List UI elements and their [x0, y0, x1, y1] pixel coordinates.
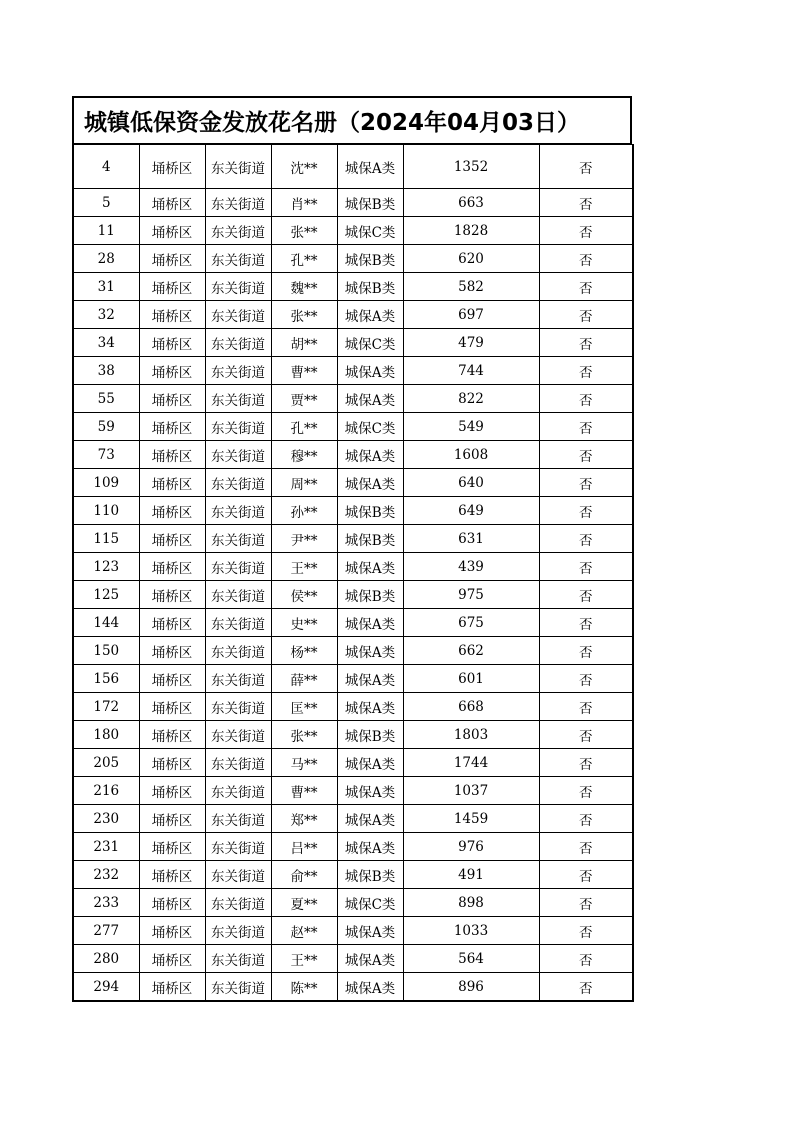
serial-number-cell: 31: [73, 273, 139, 301]
recipient-name-cell: 贾**: [271, 385, 337, 413]
recipient-name-cell: 孙**: [271, 497, 337, 525]
subdistrict-cell: 东关街道: [205, 145, 271, 189]
amount-cell: 1608: [403, 441, 539, 469]
amount-cell: 439: [403, 553, 539, 581]
subdistrict-cell: 东关街道: [205, 637, 271, 665]
serial-number-cell: 280: [73, 945, 139, 973]
category-cell: 城保A类: [337, 609, 403, 637]
category-cell: 城保B类: [337, 721, 403, 749]
district-cell: 埇桥区: [139, 245, 205, 273]
flag-cell: 否: [539, 693, 633, 721]
flag-cell: 否: [539, 749, 633, 777]
flag-cell: 否: [539, 861, 633, 889]
flag-cell: 否: [539, 413, 633, 441]
flag-cell: 否: [539, 637, 633, 665]
recipient-name-cell: 陈**: [271, 973, 337, 1002]
recipient-name-cell: 魏**: [271, 273, 337, 301]
table-row: [73, 301, 633, 329]
district-cell: 埇桥区: [139, 917, 205, 945]
flag-cell: 否: [539, 581, 633, 609]
flag-cell: 否: [539, 973, 633, 1002]
table-row: [73, 385, 633, 413]
amount-cell: 479: [403, 329, 539, 357]
serial-number-cell: 150: [73, 637, 139, 665]
amount-cell: 640: [403, 469, 539, 497]
serial-number-cell: 205: [73, 749, 139, 777]
flag-cell: 否: [539, 273, 633, 301]
subdistrict-cell: 东关街道: [205, 385, 271, 413]
category-cell: 城保A类: [337, 665, 403, 693]
serial-number-cell: 11: [73, 217, 139, 245]
recipient-name-cell: 王**: [271, 553, 337, 581]
recipient-name-cell: 穆**: [271, 441, 337, 469]
serial-number-cell: 110: [73, 497, 139, 525]
district-cell: 埇桥区: [139, 721, 205, 749]
table-row: [73, 749, 633, 777]
table-row: [73, 469, 633, 497]
recipient-name-cell: 杨**: [271, 637, 337, 665]
flag-cell: 否: [539, 469, 633, 497]
category-cell: 城保A类: [337, 693, 403, 721]
category-cell: 城保A类: [337, 553, 403, 581]
flag-cell: 否: [539, 945, 633, 973]
subdistrict-cell: 东关街道: [205, 525, 271, 553]
flag-cell: 否: [539, 217, 633, 245]
category-cell: 城保A类: [337, 973, 403, 1002]
subdistrict-cell: 东关街道: [205, 777, 271, 805]
table-row: [73, 217, 633, 245]
roster-table: [72, 144, 634, 1002]
serial-number-cell: 125: [73, 581, 139, 609]
recipient-name-cell: 俞**: [271, 861, 337, 889]
subdistrict-cell: 东关街道: [205, 973, 271, 1002]
district-cell: 埇桥区: [139, 301, 205, 329]
amount-cell: 1803: [403, 721, 539, 749]
amount-cell: 744: [403, 357, 539, 385]
serial-number-cell: 34: [73, 329, 139, 357]
district-cell: 埇桥区: [139, 273, 205, 301]
subdistrict-cell: 东关街道: [205, 693, 271, 721]
recipient-name-cell: 张**: [271, 217, 337, 245]
district-cell: 埇桥区: [139, 329, 205, 357]
table-row: [73, 917, 633, 945]
table-row: [73, 693, 633, 721]
category-cell: 城保B类: [337, 273, 403, 301]
flag-cell: 否: [539, 385, 633, 413]
table-row: [73, 329, 633, 357]
table-row: [73, 553, 633, 581]
serial-number-cell: 4: [73, 145, 139, 189]
category-cell: 城保C类: [337, 329, 403, 357]
recipient-name-cell: 肖**: [271, 189, 337, 217]
amount-cell: 896: [403, 973, 539, 1002]
amount-cell: 549: [403, 413, 539, 441]
category-cell: 城保C类: [337, 217, 403, 245]
flag-cell: 否: [539, 917, 633, 945]
subdistrict-cell: 东关街道: [205, 217, 271, 245]
subdistrict-cell: 东关街道: [205, 581, 271, 609]
amount-cell: 649: [403, 497, 539, 525]
recipient-name-cell: 史**: [271, 609, 337, 637]
serial-number-cell: 38: [73, 357, 139, 385]
district-cell: 埇桥区: [139, 693, 205, 721]
subdistrict-cell: 东关街道: [205, 805, 271, 833]
recipient-name-cell: 张**: [271, 301, 337, 329]
table-row: [73, 833, 633, 861]
subdistrict-cell: 东关街道: [205, 945, 271, 973]
category-cell: 城保A类: [337, 805, 403, 833]
serial-number-cell: 5: [73, 189, 139, 217]
table-row: [73, 637, 633, 665]
flag-cell: 否: [539, 145, 633, 189]
table-row: [73, 805, 633, 833]
category-cell: 城保C类: [337, 413, 403, 441]
amount-cell: 898: [403, 889, 539, 917]
amount-cell: 975: [403, 581, 539, 609]
subdistrict-cell: 东关街道: [205, 189, 271, 217]
table-row: [73, 777, 633, 805]
district-cell: 埇桥区: [139, 665, 205, 693]
district-cell: 埇桥区: [139, 609, 205, 637]
recipient-name-cell: 王**: [271, 945, 337, 973]
flag-cell: 否: [539, 805, 633, 833]
category-cell: 城保B类: [337, 581, 403, 609]
amount-cell: 1037: [403, 777, 539, 805]
serial-number-cell: 156: [73, 665, 139, 693]
amount-cell: 675: [403, 609, 539, 637]
district-cell: 埇桥区: [139, 973, 205, 1002]
table-row: [73, 189, 633, 217]
table-row: [73, 441, 633, 469]
recipient-name-cell: 孔**: [271, 245, 337, 273]
serial-number-cell: 216: [73, 777, 139, 805]
serial-number-cell: 109: [73, 469, 139, 497]
amount-cell: 1459: [403, 805, 539, 833]
subdistrict-cell: 东关街道: [205, 833, 271, 861]
amount-cell: 620: [403, 245, 539, 273]
district-cell: 埇桥区: [139, 945, 205, 973]
district-cell: 埇桥区: [139, 413, 205, 441]
amount-cell: 1828: [403, 217, 539, 245]
table-row: [73, 145, 633, 189]
district-cell: 埇桥区: [139, 469, 205, 497]
serial-number-cell: 144: [73, 609, 139, 637]
category-cell: 城保A类: [337, 833, 403, 861]
district-cell: 埇桥区: [139, 889, 205, 917]
subdistrict-cell: 东关街道: [205, 413, 271, 441]
table-row: [73, 861, 633, 889]
roster-sheet: [72, 96, 632, 1002]
category-cell: 城保A类: [337, 145, 403, 189]
table-row: [73, 525, 633, 553]
district-cell: 埇桥区: [139, 217, 205, 245]
category-cell: 城保B类: [337, 189, 403, 217]
category-cell: 城保B类: [337, 245, 403, 273]
district-cell: 埇桥区: [139, 357, 205, 385]
subdistrict-cell: 东关街道: [205, 245, 271, 273]
amount-cell: 601: [403, 665, 539, 693]
table-row: [73, 609, 633, 637]
flag-cell: 否: [539, 721, 633, 749]
serial-number-cell: 32: [73, 301, 139, 329]
subdistrict-cell: 东关街道: [205, 553, 271, 581]
district-cell: 埇桥区: [139, 145, 205, 189]
subdistrict-cell: 东关街道: [205, 441, 271, 469]
category-cell: 城保A类: [337, 945, 403, 973]
amount-cell: 668: [403, 693, 539, 721]
category-cell: 城保B类: [337, 525, 403, 553]
subdistrict-cell: 东关街道: [205, 469, 271, 497]
district-cell: 埇桥区: [139, 805, 205, 833]
recipient-name-cell: 匡**: [271, 693, 337, 721]
serial-number-cell: 28: [73, 245, 139, 273]
serial-number-cell: 277: [73, 917, 139, 945]
table-row: [73, 413, 633, 441]
subdistrict-cell: 东关街道: [205, 889, 271, 917]
district-cell: 埇桥区: [139, 385, 205, 413]
subdistrict-cell: 东关街道: [205, 273, 271, 301]
flag-cell: 否: [539, 189, 633, 217]
category-cell: 城保A类: [337, 441, 403, 469]
district-cell: 埇桥区: [139, 637, 205, 665]
amount-cell: 631: [403, 525, 539, 553]
amount-cell: 1033: [403, 917, 539, 945]
category-cell: 城保B类: [337, 861, 403, 889]
district-cell: 埇桥区: [139, 525, 205, 553]
district-cell: 埇桥区: [139, 777, 205, 805]
flag-cell: 否: [539, 441, 633, 469]
serial-number-cell: 230: [73, 805, 139, 833]
district-cell: 埇桥区: [139, 189, 205, 217]
subdistrict-cell: 东关街道: [205, 665, 271, 693]
subdistrict-cell: 东关街道: [205, 917, 271, 945]
flag-cell: 否: [539, 889, 633, 917]
flag-cell: 否: [539, 609, 633, 637]
serial-number-cell: 59: [73, 413, 139, 441]
recipient-name-cell: 张**: [271, 721, 337, 749]
district-cell: 埇桥区: [139, 833, 205, 861]
amount-cell: 582: [403, 273, 539, 301]
amount-cell: 663: [403, 189, 539, 217]
district-cell: 埇桥区: [139, 553, 205, 581]
recipient-name-cell: 曹**: [271, 357, 337, 385]
district-cell: 埇桥区: [139, 497, 205, 525]
amount-cell: 822: [403, 385, 539, 413]
flag-cell: 否: [539, 525, 633, 553]
serial-number-cell: 73: [73, 441, 139, 469]
category-cell: 城保A类: [337, 469, 403, 497]
flag-cell: 否: [539, 301, 633, 329]
subdistrict-cell: 东关街道: [205, 301, 271, 329]
subdistrict-cell: 东关街道: [205, 721, 271, 749]
table-row: [73, 245, 633, 273]
serial-number-cell: 180: [73, 721, 139, 749]
subdistrict-cell: 东关街道: [205, 609, 271, 637]
category-cell: 城保B类: [337, 497, 403, 525]
flag-cell: 否: [539, 833, 633, 861]
recipient-name-cell: 胡**: [271, 329, 337, 357]
category-cell: 城保A类: [337, 385, 403, 413]
table-row: [73, 357, 633, 385]
amount-cell: 1744: [403, 749, 539, 777]
recipient-name-cell: 马**: [271, 749, 337, 777]
subdistrict-cell: 东关街道: [205, 861, 271, 889]
table-row: [73, 889, 633, 917]
recipient-name-cell: 吕**: [271, 833, 337, 861]
table-row: [73, 273, 633, 301]
recipient-name-cell: 尹**: [271, 525, 337, 553]
flag-cell: 否: [539, 357, 633, 385]
serial-number-cell: 231: [73, 833, 139, 861]
recipient-name-cell: 赵**: [271, 917, 337, 945]
subdistrict-cell: 东关街道: [205, 357, 271, 385]
recipient-name-cell: 郑**: [271, 805, 337, 833]
amount-cell: 491: [403, 861, 539, 889]
recipient-name-cell: 周**: [271, 469, 337, 497]
district-cell: 埇桥区: [139, 441, 205, 469]
table-row: [73, 721, 633, 749]
amount-cell: 976: [403, 833, 539, 861]
recipient-name-cell: 薛**: [271, 665, 337, 693]
flag-cell: 否: [539, 777, 633, 805]
category-cell: 城保A类: [337, 777, 403, 805]
recipient-name-cell: 夏**: [271, 889, 337, 917]
serial-number-cell: 172: [73, 693, 139, 721]
serial-number-cell: 294: [73, 973, 139, 1002]
serial-number-cell: 123: [73, 553, 139, 581]
recipient-name-cell: 孔**: [271, 413, 337, 441]
recipient-name-cell: 侯**: [271, 581, 337, 609]
serial-number-cell: 232: [73, 861, 139, 889]
table-row: [73, 497, 633, 525]
recipient-name-cell: 曹**: [271, 777, 337, 805]
category-cell: 城保A类: [337, 637, 403, 665]
category-cell: 城保C类: [337, 889, 403, 917]
category-cell: 城保A类: [337, 749, 403, 777]
category-cell: 城保A类: [337, 917, 403, 945]
flag-cell: 否: [539, 329, 633, 357]
serial-number-cell: 233: [73, 889, 139, 917]
roster-table-body: [73, 145, 633, 1002]
flag-cell: 否: [539, 665, 633, 693]
subdistrict-cell: 东关街道: [205, 749, 271, 777]
table-row: [73, 945, 633, 973]
district-cell: 埇桥区: [139, 749, 205, 777]
category-cell: 城保A类: [337, 301, 403, 329]
amount-cell: 1352: [403, 145, 539, 189]
serial-number-cell: 55: [73, 385, 139, 413]
flag-cell: 否: [539, 553, 633, 581]
amount-cell: 697: [403, 301, 539, 329]
subdistrict-cell: 东关街道: [205, 329, 271, 357]
recipient-name-cell: 沈**: [271, 145, 337, 189]
flag-cell: 否: [539, 497, 633, 525]
table-row: [73, 973, 633, 1002]
table-row: [73, 581, 633, 609]
category-cell: 城保A类: [337, 357, 403, 385]
serial-number-cell: 115: [73, 525, 139, 553]
subdistrict-cell: 东关街道: [205, 497, 271, 525]
amount-cell: 564: [403, 945, 539, 973]
flag-cell: 否: [539, 245, 633, 273]
amount-cell: 662: [403, 637, 539, 665]
district-cell: 埇桥区: [139, 861, 205, 889]
roster-title: 城镇低保资金发放花名册（2024年04月03日）: [72, 96, 632, 144]
table-row: [73, 665, 633, 693]
district-cell: 埇桥区: [139, 581, 205, 609]
